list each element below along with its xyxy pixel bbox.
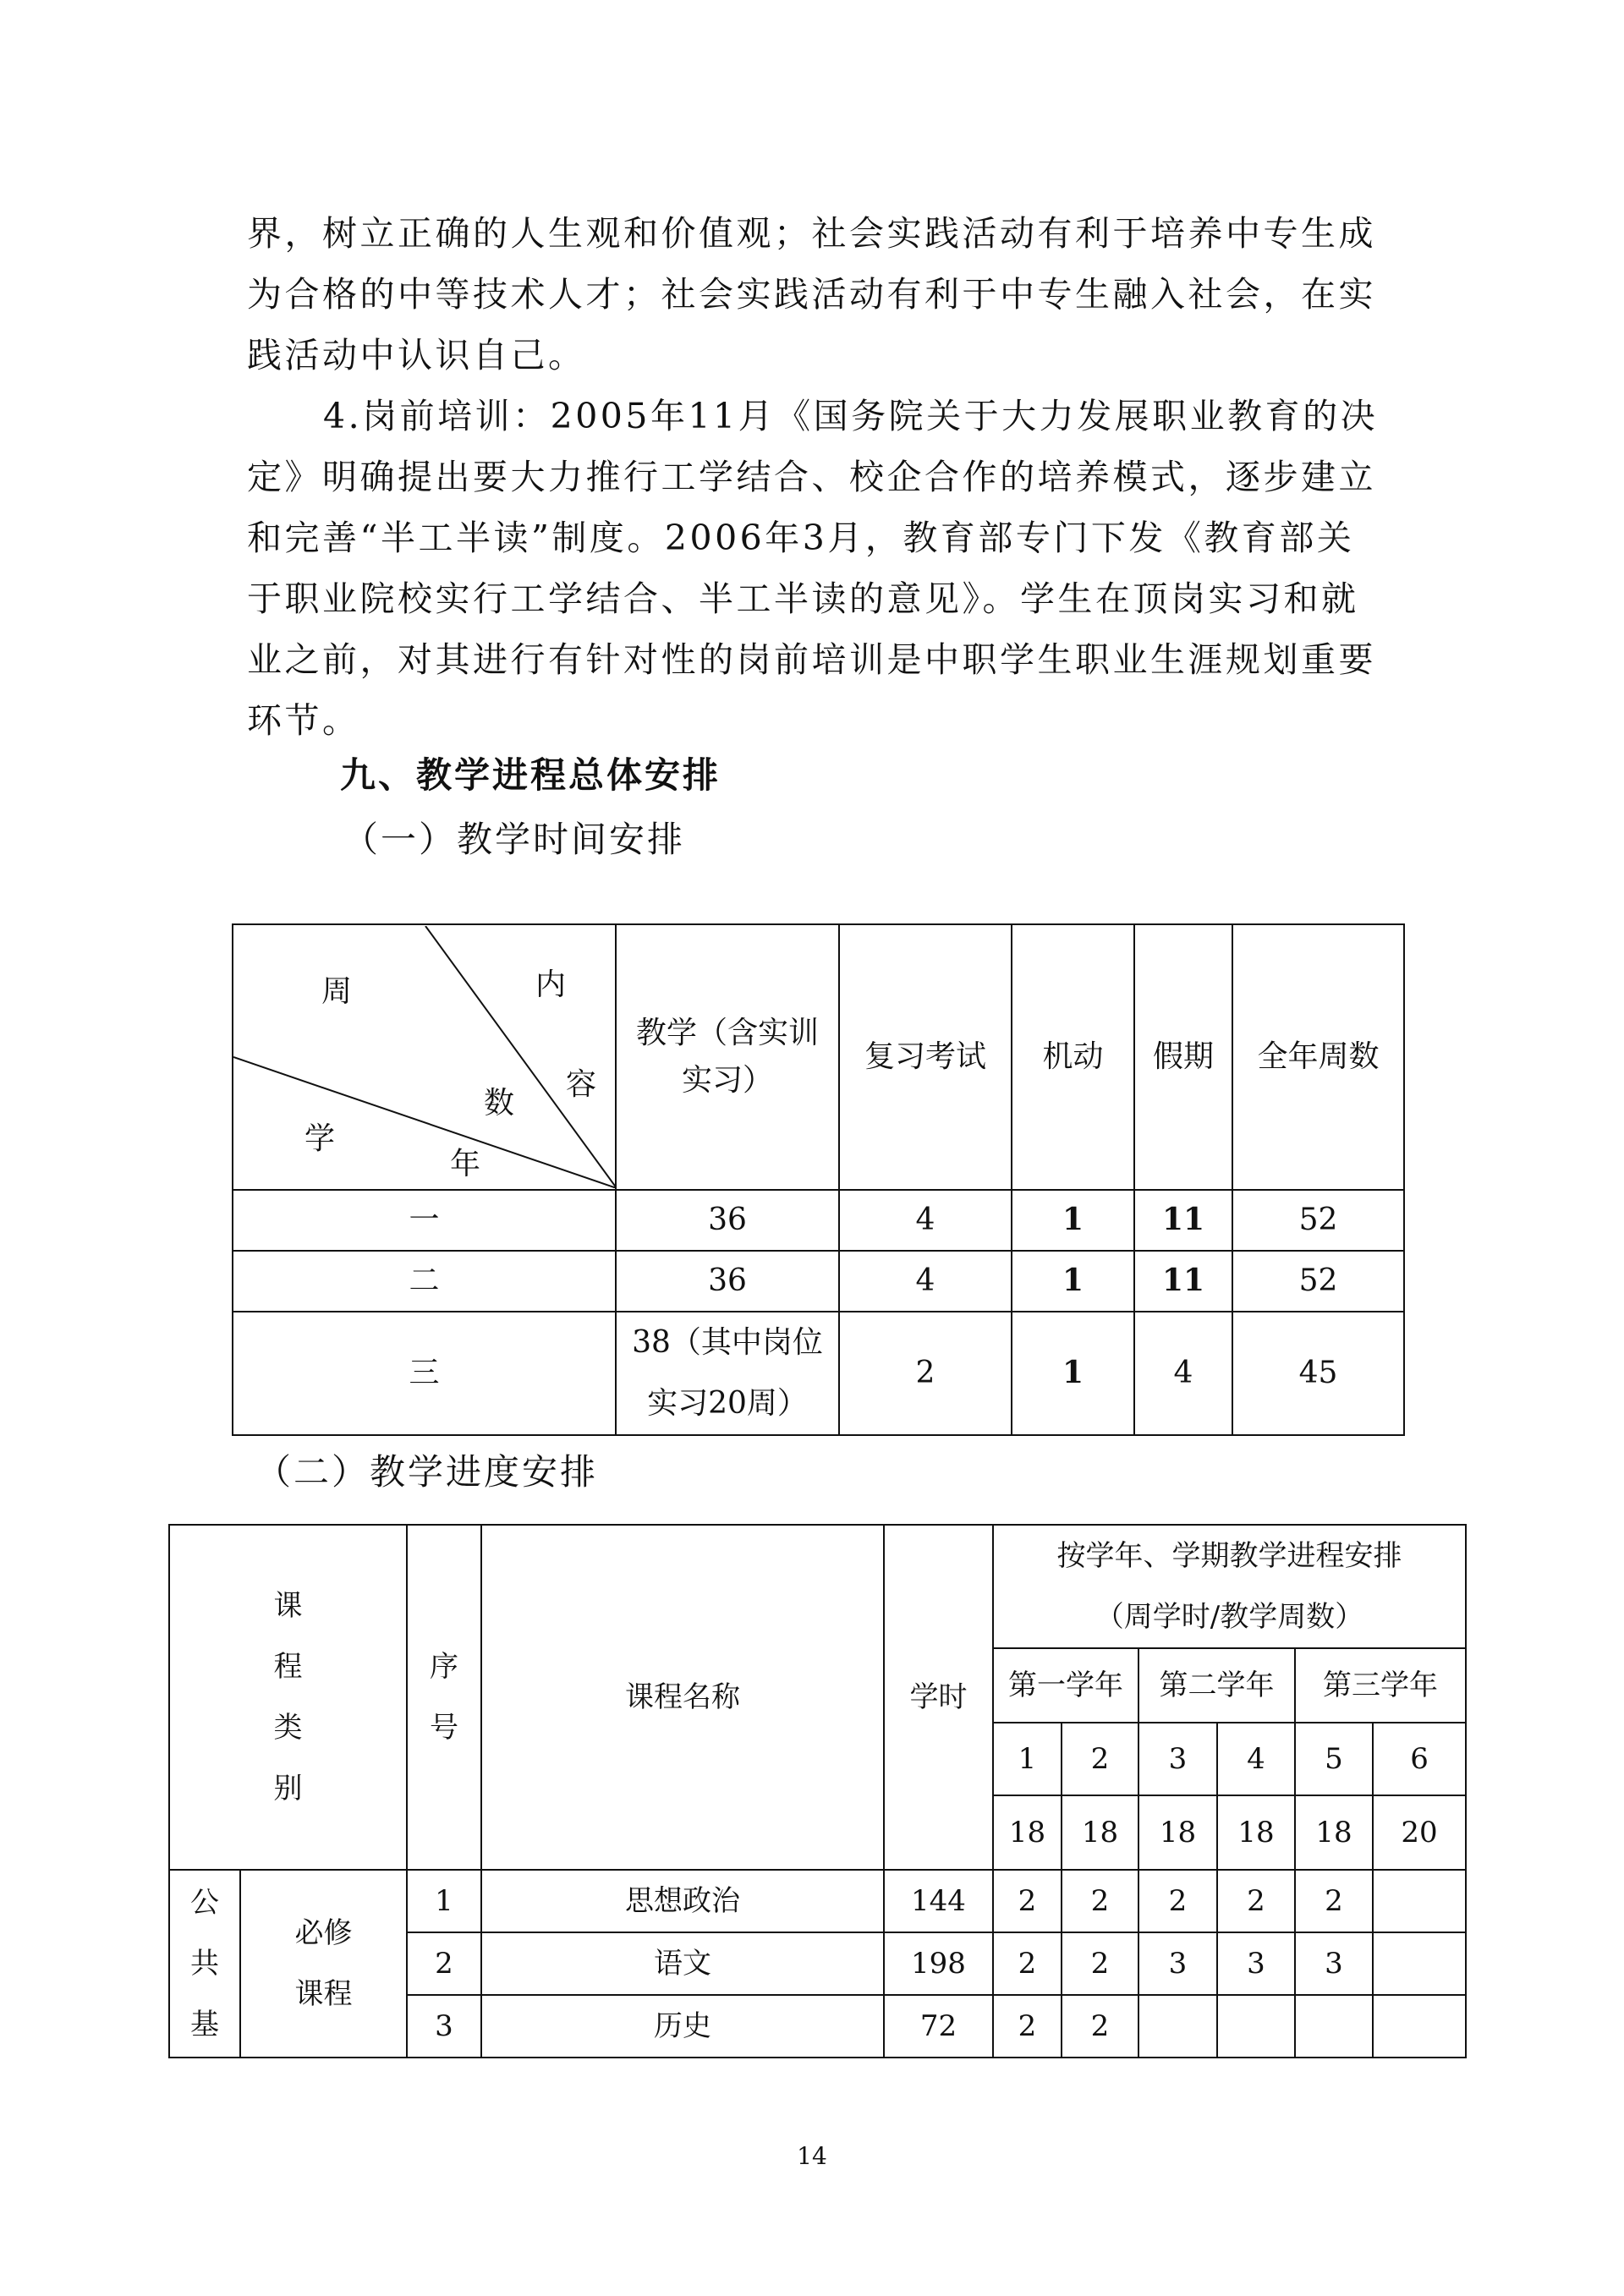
row1-t5: 2 — [1295, 1870, 1373, 1932]
row2-year: 二 — [233, 1251, 616, 1312]
weeks-4: 18 — [1217, 1795, 1295, 1870]
header-teaching: 教学（含实训实习） — [616, 924, 839, 1190]
subsection-title-1: （一）教学时间安排 — [343, 819, 686, 860]
weeks-1: 18 — [993, 1795, 1062, 1870]
paragraph-2: 4.岗前培训：2005年11月《国务院关于大力发展职业教育的决定》明确提出要大力推行工学结合、校企合作的培养模式，逐步建立和完善“半工半读”制度。2006年3月，教育部专门下发《教育部关于职业院校实行工学结合、半工半读的意见》。学生在顶岗实习和就业之前，对其进行有针对性的岗前培训是中职学生职业生涯规划重要环节。 — [247, 396, 1379, 741]
row2-t2: 2 — [1062, 1932, 1138, 1995]
subsection-title-2: （二）教学进度安排 — [255, 1451, 599, 1493]
row2-exam: 4 — [839, 1251, 1012, 1312]
header-plan-line2: （周学时/教学周数） — [1095, 1600, 1364, 1634]
header-course-name: 课程名称 — [481, 1525, 884, 1870]
row2-t1: 2 — [993, 1932, 1062, 1995]
term-5: 5 — [1295, 1723, 1373, 1795]
header-total-weeks: 全年周数 — [1232, 924, 1404, 1190]
row3-teach: 38（其中岗位实习20周） — [616, 1312, 839, 1435]
diag-label-nei: 内 — [535, 967, 567, 1002]
term-6: 6 — [1373, 1723, 1466, 1795]
header-plan — [993, 1525, 1466, 1648]
row3-holiday: 4 — [1134, 1312, 1232, 1435]
row1-holiday: 11 — [1134, 1190, 1232, 1251]
group-label-char-2: 共 — [190, 1947, 219, 1981]
row1-t1: 2 — [993, 1870, 1062, 1932]
row3-t2: 2 — [1062, 1995, 1138, 2058]
row1-hours: 144 — [884, 1870, 993, 1932]
row2-t3: 3 — [1138, 1932, 1217, 1995]
term-1: 1 — [993, 1723, 1062, 1795]
row3-year: 三 — [233, 1312, 616, 1435]
row1-t2: 2 — [1062, 1870, 1138, 1932]
section-title: 九、教学进程总体安排 — [340, 754, 721, 796]
header-category-char-2: 程 — [273, 1650, 303, 1684]
subgroup-label — [240, 1870, 407, 2058]
term-2: 2 — [1062, 1723, 1138, 1795]
row1-t6 — [1373, 1870, 1466, 1932]
term-4: 4 — [1217, 1723, 1295, 1795]
row2-name: 语文 — [481, 1932, 884, 1995]
row2-holiday: 11 — [1134, 1251, 1232, 1312]
diag-label-xue: 学 — [304, 1121, 336, 1156]
header-year-3: 第三学年 — [1295, 1648, 1466, 1723]
header-plan-line1: 按学年、学期教学进程安排 — [1056, 1539, 1402, 1573]
term-3: 3 — [1138, 1723, 1217, 1795]
row1-total: 52 — [1232, 1190, 1404, 1251]
row3-t6 — [1373, 1995, 1466, 2058]
teaching-progress-table — [168, 1524, 1467, 2058]
header-hours: 学时 — [884, 1525, 993, 1870]
row1-no: 1 — [407, 1870, 481, 1932]
row3-t4 — [1217, 1995, 1295, 2058]
header-seq-char-2: 号 — [430, 1711, 458, 1745]
row2-t4: 3 — [1217, 1932, 1295, 1995]
header-year-2: 第二学年 — [1138, 1648, 1295, 1723]
row3-t1: 2 — [993, 1995, 1062, 2058]
diag-label-rong: 容 — [566, 1067, 597, 1102]
row1-exam: 4 — [839, 1190, 1012, 1251]
page-number: 14 — [797, 2142, 827, 2170]
row3-total: 45 — [1232, 1312, 1404, 1435]
row3-exam: 2 — [839, 1312, 1012, 1435]
group-label-char-3: 基 — [190, 2008, 219, 2041]
row3-flex: 1 — [1012, 1312, 1134, 1435]
header-holiday: 假期 — [1134, 924, 1232, 1190]
diag-label-shu: 数 — [484, 1086, 515, 1121]
row2-teach: 36 — [616, 1251, 839, 1312]
teaching-time-table — [232, 923, 1405, 1436]
diag-label-nian: 年 — [450, 1147, 481, 1181]
header-category-char-3: 类 — [273, 1711, 303, 1745]
row1-t4: 2 — [1217, 1870, 1295, 1932]
row3-name: 历史 — [481, 1995, 884, 2058]
header-exam: 复习考试 — [839, 924, 1012, 1190]
header-category-char-1: 课 — [273, 1589, 303, 1623]
row1-t3: 2 — [1138, 1870, 1217, 1932]
row3-t3 — [1138, 1995, 1217, 2058]
header-year-1: 第一学年 — [993, 1648, 1138, 1723]
row1-year: 一 — [233, 1190, 616, 1251]
row3-no: 3 — [407, 1995, 481, 2058]
group-label — [169, 1870, 240, 2058]
row2-t6 — [1373, 1932, 1466, 1995]
weeks-3: 18 — [1138, 1795, 1217, 1870]
row3-t5 — [1295, 1995, 1373, 2058]
row2-total: 52 — [1232, 1251, 1404, 1312]
header-flex: 机动 — [1012, 924, 1134, 1190]
weeks-6: 20 — [1373, 1795, 1466, 1870]
row2-flex: 1 — [1012, 1251, 1134, 1312]
header-category — [169, 1525, 407, 1870]
weeks-5: 18 — [1295, 1795, 1373, 1870]
row3-hours: 72 — [884, 1995, 993, 2058]
diag-label-zhou: 周 — [321, 974, 353, 1009]
row2-t5: 3 — [1295, 1932, 1373, 1995]
header-category-char-4: 别 — [273, 1772, 303, 1806]
weeks-2: 18 — [1062, 1795, 1138, 1870]
row2-hours: 198 — [884, 1932, 993, 1995]
subgroup-label-line-1: 必修 — [294, 1916, 353, 1950]
row1-flex: 1 — [1012, 1190, 1134, 1251]
header-seq-char-1: 序 — [430, 1650, 458, 1684]
header-seq — [407, 1525, 481, 1870]
row2-no: 2 — [407, 1932, 481, 1995]
diagonal-lines — [233, 926, 617, 1188]
paragraph-1: 界，树立正确的人生观和价值观；社会实践活动有利于培养中专生成为合格的中等技术人才；社会实践活动有利于中专生融入社会，在实践活动中认识自己。 — [247, 213, 1376, 375]
subgroup-label-line-2: 课程 — [294, 1977, 353, 2011]
diagonal-header-cell — [233, 924, 616, 1190]
row1-name: 思想政治 — [481, 1870, 884, 1932]
row1-teach: 36 — [616, 1190, 839, 1251]
group-label-char-1: 公 — [190, 1886, 219, 1920]
